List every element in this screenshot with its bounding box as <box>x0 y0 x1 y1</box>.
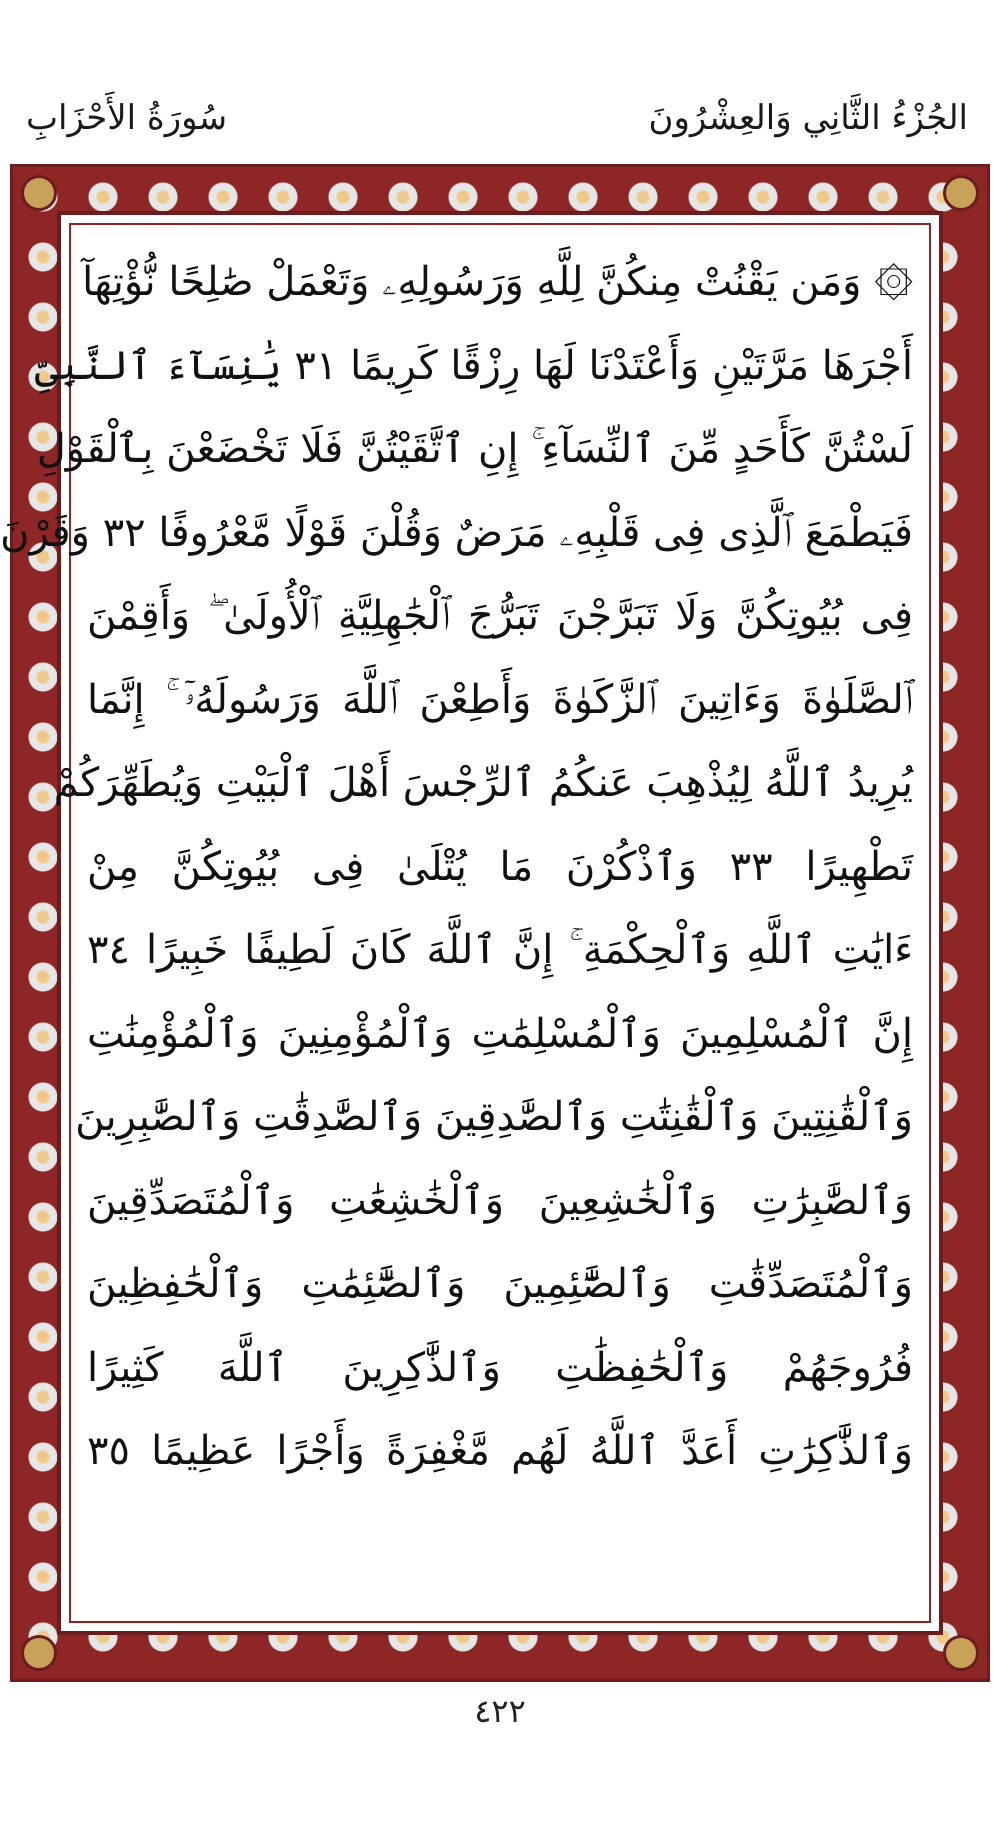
text-line: ۞ وَمَن يَقْنُتْ مِنكُنَّ لِلَّهِ وَرَسُولِهِۦ وَتَعْمَلْ صَٰلِحًا نُّؤْتِهَآ <box>82 259 913 305</box>
corner-ornament <box>21 1635 57 1671</box>
text-line: وَٱلذَّٰكِرَٰتِ أَعَدَّ ٱللَّهُ لَهُم مَّغْفِرَةً وَأَجْرًا عَظِيمًا ٣٥ <box>87 1428 913 1474</box>
text-line: ٱلصَّلَوٰةَ وَءَاتِينَ ٱلزَّكَوٰةَ وَأَطِعْنَ ٱللَّهَ وَرَسُولَهُۥٓ ۚ إِنَّمَا <box>87 676 913 723</box>
text-line: وَٱلْقَٰنِتِينَ وَٱلْقَٰنِتَٰتِ وَٱلصَّٰدِقِينَ وَٱلصَّٰدِقَٰتِ وَٱلصَّٰبِرِينَ <box>75 1094 913 1140</box>
page-number: ٤٢٢ <box>474 1692 526 1730</box>
inner-frame <box>0 211 943 1635</box>
text-line: أَجْرَهَا مَرَّتَيْنِ وَأَعْتَدْنَا لَهَا رِزْقًا كَرِيمًا ٣١ يَٰنِسَآءَ ٱلنَّبِىِّ <box>34 342 913 389</box>
text-line: فُرُوجَهُمْ وَٱلْحَٰفِظَٰتِ وَٱلذَّٰكِرِينَ ٱللَّهَ كَثِيرًا <box>87 1344 913 1391</box>
corner-ornament <box>21 175 57 211</box>
text-line: إِنَّ ٱلْمُسْلِمِينَ وَٱلْمُسْلِمَٰتِ وَٱلْمُؤْمِنِينَ وَٱلْمُؤْمِنَٰتِ <box>87 1010 913 1057</box>
ornamental-border <box>0 164 990 1682</box>
juz-title: الجُزْءُ الثَّانِي وَالعِشْرُونَ <box>648 98 968 138</box>
text-line: وَٱلصَّٰبِرَٰتِ وَٱلْخَٰشِعِينَ وَٱلْخَٰشِعَٰتِ وَٱلْمُتَصَدِّقِينَ <box>87 1177 913 1224</box>
text-line: وَٱلْمُتَصَدِّقَٰتِ وَٱلصَّٰٓئِمِينَ وَٱلصَّٰٓئِمَٰتِ وَٱلْحَٰفِظِينَ <box>87 1261 913 1307</box>
surah-title: سُورَةُ الأَحْزَابِ <box>26 98 228 138</box>
text-line: فَيَطْمَعَ ٱلَّذِى فِى قَلْبِهِۦ مَرَضٌ وَقُلْنَ قَوْلًا مَّعْرُوفًا ٣٢ وَقَرْنَ <box>0 509 913 556</box>
text-line: لَسْتُنَّ كَأَحَدٍ مِّنَ ٱلنِّسَآءِ ۚ إِنِ ٱتَّقَيْتُنَّ فَلَا تَخْضَعْنَ بِٱلْقَوْلِ <box>36 426 913 472</box>
text-line: ءَايَٰتِ ٱللَّهِ وَٱلْحِكْمَةِ ۚ إِنَّ ٱللَّهَ كَانَ لَطِيفًا خَبِيرًا ٣٤ <box>87 927 913 973</box>
corner-ornament <box>943 1635 979 1671</box>
quran-text <box>0 241 913 1605</box>
corner-ornament <box>943 175 979 211</box>
text-frame <box>0 223 931 1623</box>
page-header <box>0 0 1000 160</box>
text-line: فِى بُيُوتِكُنَّ وَلَا تَبَرَّجْنَ تَبَرُّجَ ٱلْجَٰهِلِيَّةِ ٱلْأُولَىٰ ۖ وَأَقِمْنَ <box>87 593 913 639</box>
text-line: يُرِيدُ ٱللَّهُ لِيُذْهِبَ عَنكُمُ ٱلرِّجْسَ أَهْلَ ٱلْبَيْتِ وَيُطَهِّرَكُمْ <box>53 760 913 806</box>
text-line: تَطْهِيرًا ٣٣ وَٱذْكُرْنَ مَا يُتْلَىٰ فِى بُيُوتِكُنَّ مِنْ <box>87 843 913 890</box>
